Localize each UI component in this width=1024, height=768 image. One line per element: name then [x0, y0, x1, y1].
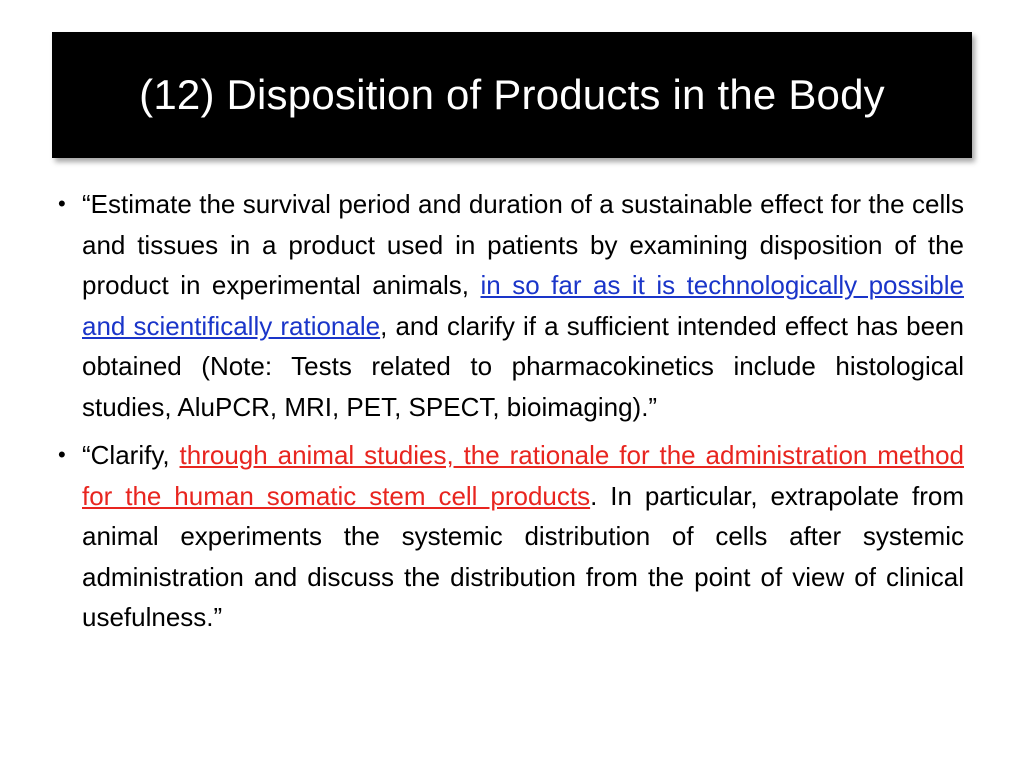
bullet-icon: • — [58, 442, 66, 467]
bullet-2-text-end: . In particular, extrapolate from animal experiments the systemic distribution of cells after systemic administration and discuss the distribution from the point of view of clinical usefulness.” — [82, 480, 964, 632]
bullet-1-text-end: , and clarify if a sufficient intended effect has been obtained (Note: Tests related to pharmacokinetics include histological studies, AluPCR, MRI, PET, SPECT, bioimaging).” — [82, 310, 964, 422]
bullet-item-2 — [56, 435, 964, 638]
slide-title: (12) Disposition of Products in the Body — [139, 71, 885, 118]
bullet-icon: • — [58, 191, 66, 216]
bullet-2-text-start: “Clarify, — [82, 440, 180, 470]
bullet-2-highlight-link[interactable]: through animal studies, the rationale for the administration method for the human somatic stem cell products — [82, 440, 964, 511]
slide-body — [56, 184, 964, 646]
bullet-item-1 — [56, 184, 964, 427]
title-banner — [52, 32, 972, 158]
bullet-1-highlight-link[interactable]: in so far as it is technologically possible and scientifically rationale — [82, 270, 964, 341]
bullet-1-text-start: “Estimate the survival period and duration of a sustainable effect for the cells and tissues in a product used in patients by examining disposition of the product in experimental animals, — [82, 189, 964, 300]
